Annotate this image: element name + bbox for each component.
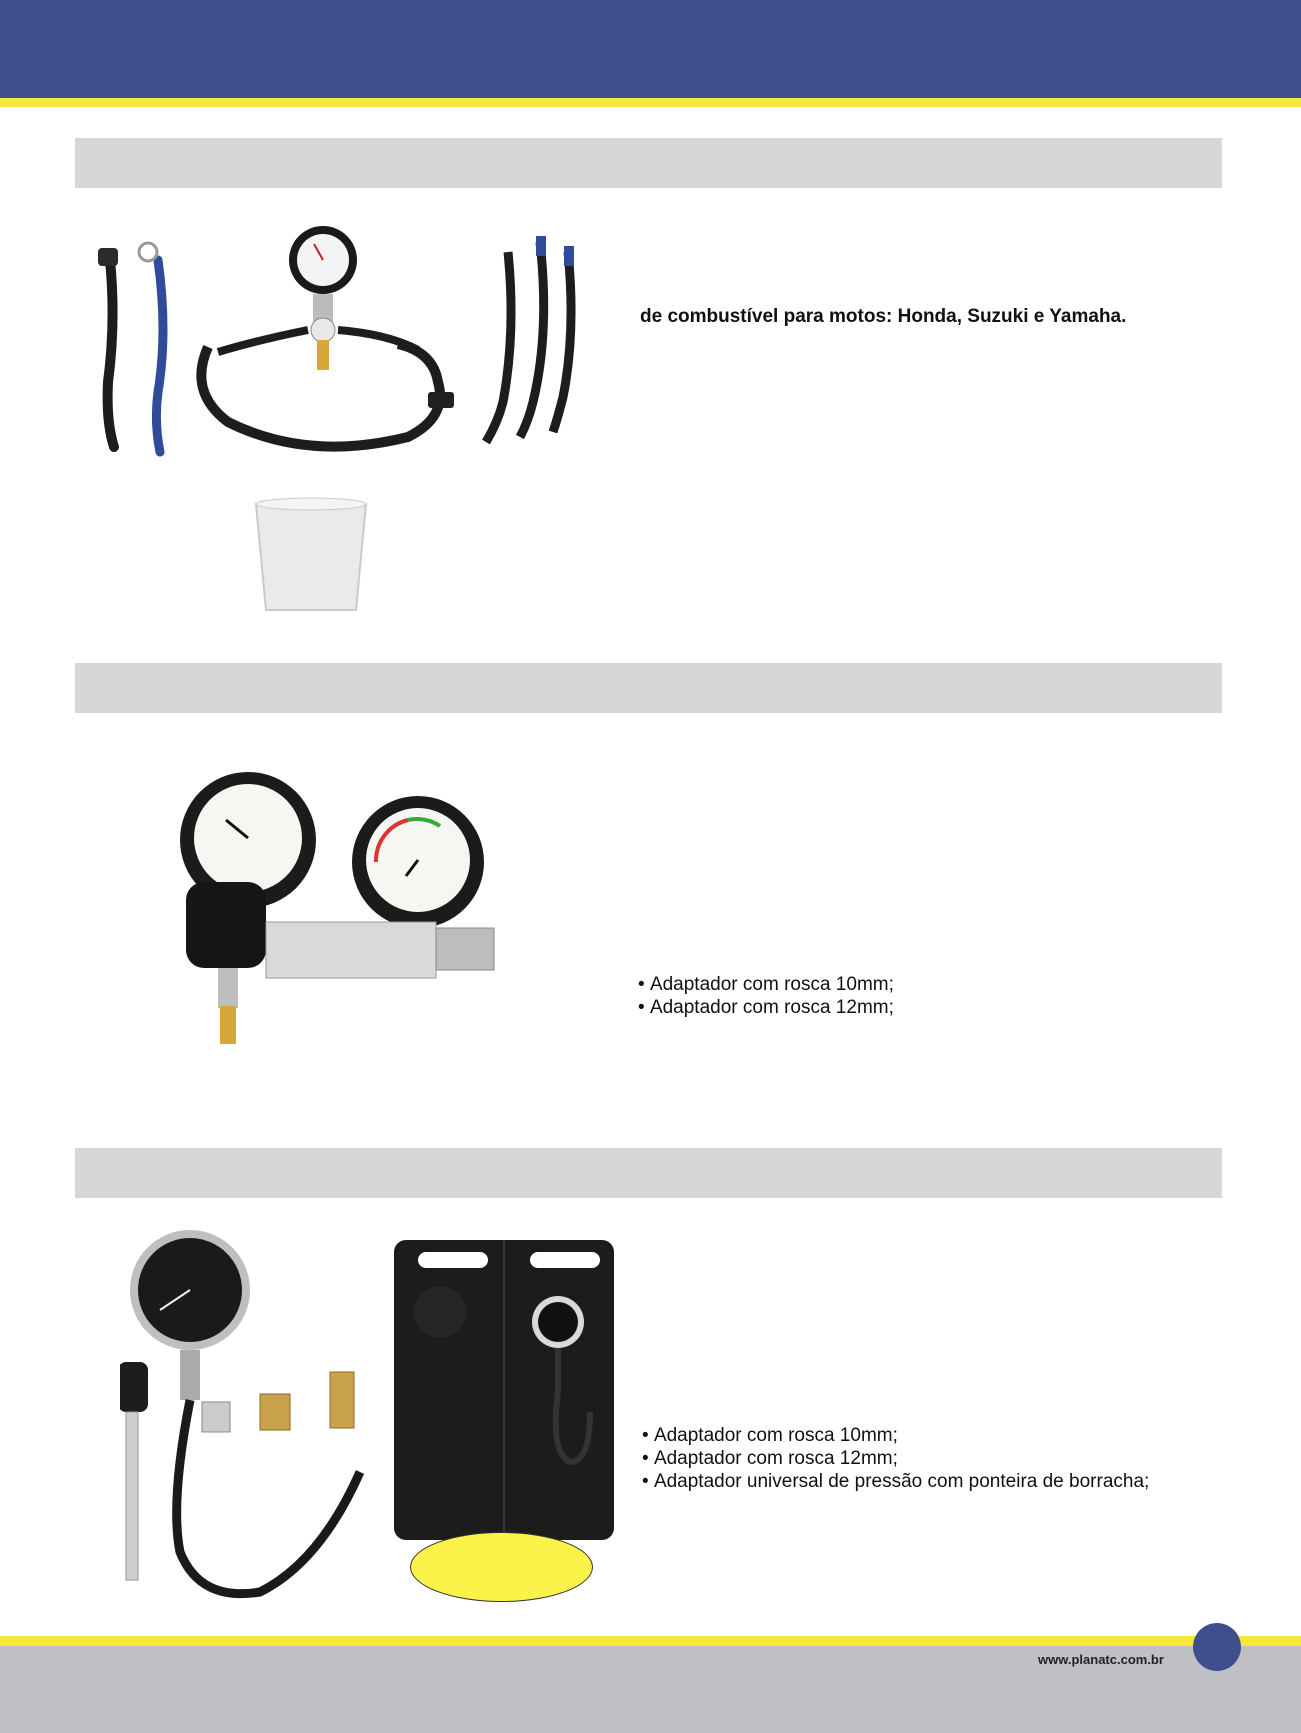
section-header-bar-2 [75, 663, 1222, 713]
bottom-yellow-stripe [0, 1636, 1301, 1646]
list-item: • Adaptador com rosca 10mm; [642, 1424, 1149, 1447]
dual-gauge-tester-icon [168, 770, 548, 1050]
top-banner [0, 0, 1301, 98]
list-item: • Adaptador com rosca 10mm; [638, 973, 894, 996]
list-item: • Adaptador com rosca 12mm; [638, 996, 894, 1019]
section-2-feature-list [638, 973, 894, 1019]
footer-website-link[interactable]: www.planatc.com.br [1038, 1652, 1164, 1667]
page-number-circle [1193, 1623, 1241, 1671]
section-header-bar-1 [75, 138, 1222, 188]
highlight-oval [410, 1532, 593, 1602]
section-1-description: de combustível para motos: Honda, Suzuki e Yamaha. [640, 306, 1127, 327]
list-item: • Adaptador com rosca 12mm; [642, 1447, 1149, 1470]
section-header-bar-3 [75, 1148, 1222, 1198]
fuel-pressure-tester-kit-icon [88, 222, 618, 617]
list-item: • Adaptador universal de pressão com ponteira de borracha; [642, 1470, 1149, 1493]
section-3-feature-list [642, 1424, 1149, 1493]
top-yellow-stripe [0, 98, 1301, 107]
